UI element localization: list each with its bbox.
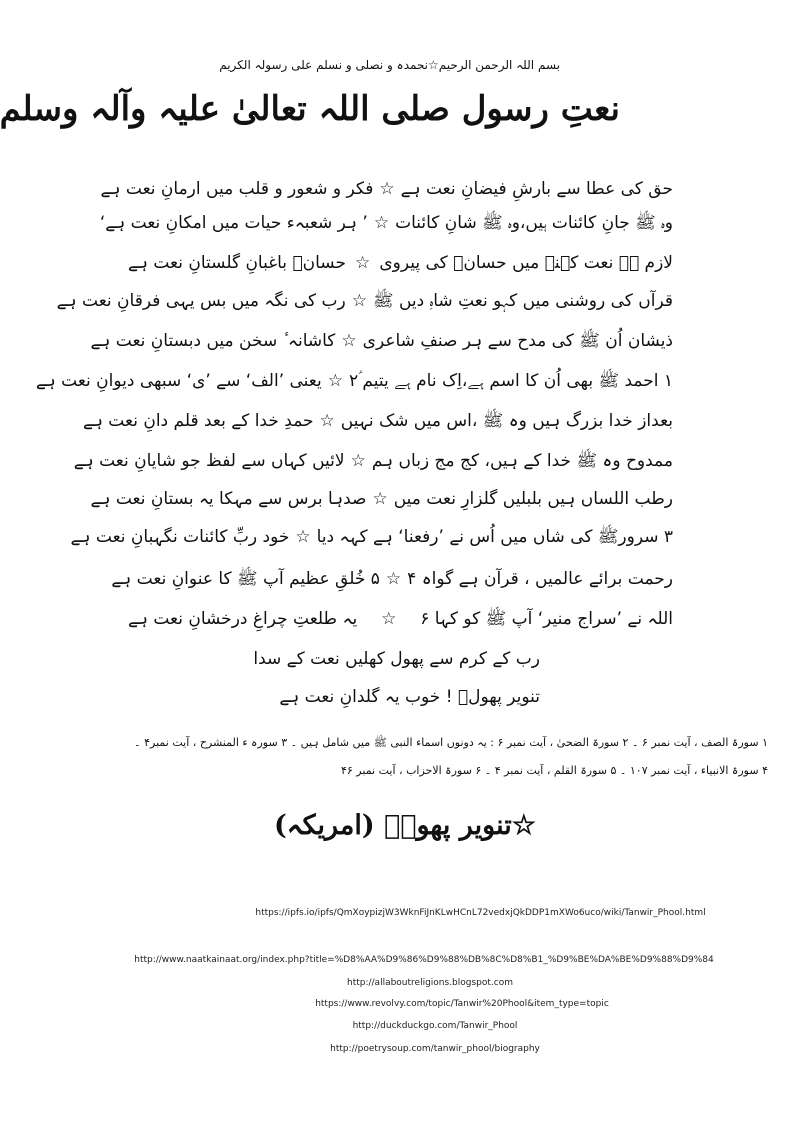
verse-first-half: ۱ احمد ﷺ بھی اُن کا اسم ہے،اِک نام ہے یتیم ؑ۲ [348,371,673,391]
verse-second-half: خود ربِّ کائنات نگہبانِ نعت ہے [70,527,290,547]
star-separator: ☆ [350,451,366,471]
star-separator: ☆ [295,527,311,547]
verse-second-half: حمدِ خدا کے بعد قلم دانِ نعت ہے [82,411,314,431]
closing-line: رب کے کرم سے پھول کھلیں نعت کے سدا [253,649,540,669]
poet-signature: ☆تنویر پھولؔ (امریکہ) [274,810,536,841]
verse-first-half: وہ ﷺ جانِ کائنات ہیں،وہ ﷺ شانِ کائنات [395,213,673,233]
verse-second-half: ’ ہر شعبہء حیات میں امکانِ نعت ہے‘ [99,213,368,233]
verse-line [99,212,673,237]
star-separator: ☆ [351,291,367,311]
verse-line [100,178,673,199]
verse-first-half: ۳ سرورﷺ کی شاں میں اُس نے ’رفعنا‘ ہے کہہ دیا [316,527,673,547]
verse-second-half: کاشانہ ٔ سخن میں دبستانِ نعت ہے [90,331,336,351]
reference-link[interactable]: http://allaboutreligions.blogspot.com [346,978,514,988]
verse-line [128,608,673,633]
verse-first-half: رطب اللساں ہیں بلبلیں گلزارِ نعت میں [393,489,673,509]
verse-first-half: ذیشان اُن ﷺ کی مدح سے ہر صنفِ شاعری [362,331,673,351]
verse-first-half: اللہ نے ’سراج منیر‘ آپ ﷺ کو کہا ۶ [420,609,673,629]
verse-line [35,370,673,395]
footnote-line: ۱ سورۃ الصف ، آیت نمبر ۶ ۔ ۲ سورۃ الضحیٰ ، آیت نمبر ۶ : یہ دونوں اسماء النبی ﷺ میں شامل ہیں ۔ ۳ سورہ ء المنشرح ، آیت نمبر۴ ۔ [134,736,768,749]
bismillah-header: بسم اللہ الرحمن الرحیم☆نحمدہ و نصلی و نسلم علی رسولہ الکریم [219,58,560,72]
verse-second-half: رب کی نگہ میں بس یہی فرقانِ نعت ہے [56,291,346,311]
verse-second-half: ۵ خُلقِ عظیم آپ ﷺ کا عنوانِ نعت ہے [111,569,380,589]
verse-second-half: یہ طلعتِ چراغِ درخشانِ نعت ہے [128,609,358,629]
verse-first-half: حق کی عطا سے بارشِ فیضانِ نعت ہے [400,179,673,199]
verse-line [56,290,673,315]
reference-link[interactable]: https://ipfs.io/ipfs/QmXoypizjW3WknFiJnKLwHCnL72vedxjQkDDP1mXWo6uco/wiki/Tanwir_Phool.html [255,908,706,918]
reference-link[interactable]: http://www.naatkainaat.org/index.php?title=%D8%AA%D9%86%D9%88%DB%8C%D8%B1_%D9%BE%DA%BE%D9%88%D9%84 [134,955,714,965]
verse-line [73,450,673,475]
verse-first-half: ممدوح وہ ﷺ خدا کے ہیں، کج مج زباں ہم [371,451,673,471]
verse-line [90,330,673,355]
verse-second-half: فکر و شعور و قلب میں ارمانِ نعت ہے [100,179,374,199]
verse-second-half: حسانؓ باغبانِ گلستانِ نعت ہے [128,253,346,273]
verse-line [70,526,673,551]
star-separator: ☆ [327,371,343,391]
reference-link[interactable]: http://duckduckgo.com/Tanwir_Phool [352,1021,518,1031]
verse-line [90,488,673,509]
verse-first-half: لازم ہے نعت کہنے میں حسانؓ کی پیروی [379,253,673,273]
star-separator: ☆ [319,411,335,431]
verse-line [128,252,673,273]
reference-link[interactable]: https://www.revolvy.com/topic/Tanwir%20Phool&item_type=topic [315,999,609,1009]
verse-second-half: صدہا برس سے مہکا یہ بستانِ نعت ہے [90,489,367,509]
verse-line [111,568,673,593]
reference-link[interactable]: http://poetrysoup.com/tanwir_phool/biography [330,1044,540,1054]
star-separator: ☆ [372,489,388,509]
star-separator: ☆ [379,179,395,199]
star-separator: ☆ [341,331,357,351]
verse-first-half: رحمت برائے عالمیں ، قرآن ہے گواہ ۴ [407,569,673,589]
closing-line: تنویر پھولؔ ! خوب یہ گلدانِ نعت ہے [279,687,540,707]
star-separator: ☆ [385,569,402,589]
footnote-line: ۴ سورۃ الانبیاء ، آیت نمبر ۱۰۷ ۔ ۵ سورۃ القلم ، آیت نمبر ۴ ۔ ۶ سورۃ الاحزاب ، آیت نمبر ۴۶ [340,764,768,777]
verse-first-half: قرآں کی روشنی میں کہو نعتِ شاہِ دیں ﷺ [373,291,673,311]
verse-first-half: بعداز خدا بزرگ ہیں وہ ﷺ ،اس میں شک نہیں [340,411,673,431]
verse-line [82,410,673,435]
star-separator: ☆ [355,253,371,273]
star-separator: ☆ [381,609,397,629]
verse-second-half: یعنی ’الف‘ سے ’ی‘ سبھی دیوانِ نعت ہے [35,371,322,391]
star-separator: ☆ [373,213,390,233]
poem-title: نعتِ رسول صلی اللہ تعالیٰ علیہ وآلہ وسلم [0,89,620,129]
verse-second-half: لائیں کہاں سے لفظ جو شایانِ نعت ہے [73,451,345,471]
